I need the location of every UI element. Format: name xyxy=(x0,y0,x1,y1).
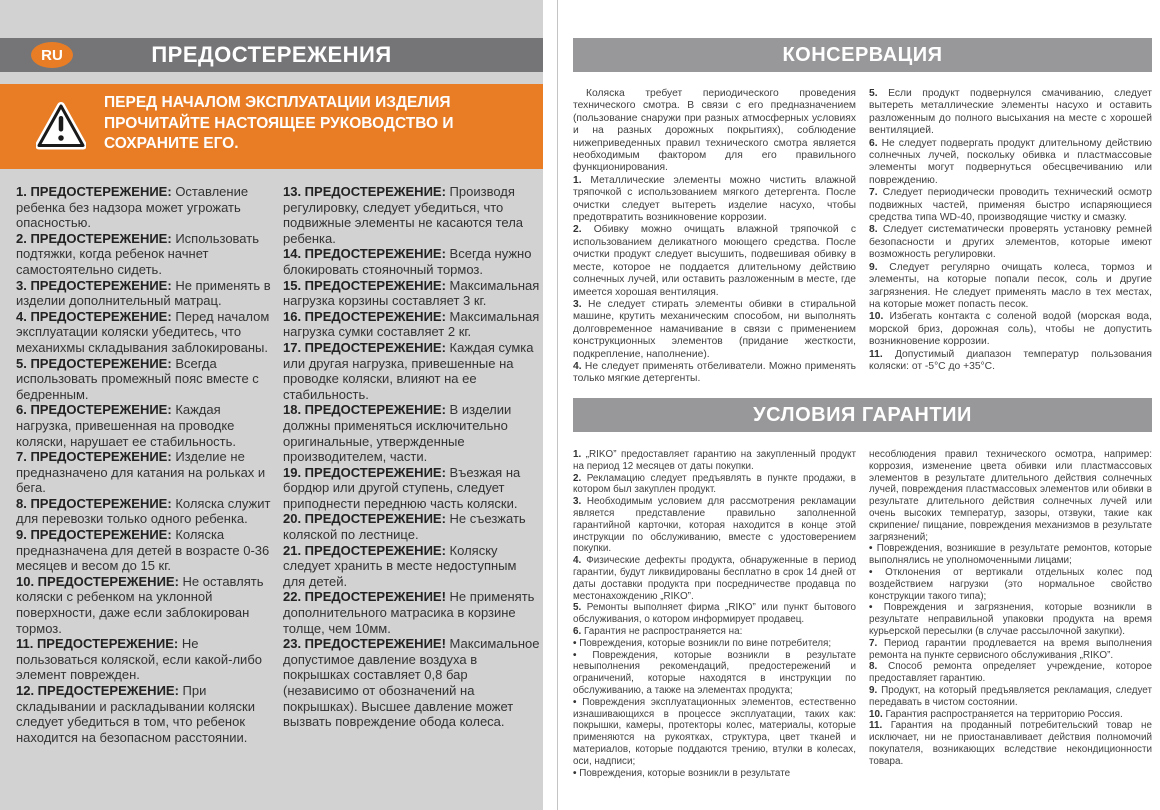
warranty-item xyxy=(869,567,1152,602)
item-number: 4. xyxy=(573,555,582,567)
warnings-page xyxy=(0,0,543,810)
warning-label: 23. ПРЕДОСТЕРЕЖЕНИЕ! xyxy=(283,636,446,652)
warning-label: 18. ПРЕДОСТЕРЕЖЕНИЕ: xyxy=(283,402,446,418)
item-text: Ремонты выполняет фирма „RIKO” или пункт бытового обслуживания, о котором информирует продавец. xyxy=(573,602,856,626)
warning-triangle-icon xyxy=(36,94,86,158)
item-text: Не следует стирать элементы обивки в стиральной машине, крутить механическим способом, ни выполнять долговременное намачивание в связи с применением конструкционных элементов (придание жесткости, подкрепление, наполнение). xyxy=(573,298,856,360)
item-text: Необходимым условием для рассмотрения рекламации является представление правильно заполненной гарантийной карточки, которая находится в конце этой инструкции по обслуживанию, вместе с удостоверением покупки. xyxy=(573,496,856,555)
warning-text: Каждая нагрузка, привешенная на проводке коляски, нарушает ее стабильность. xyxy=(16,402,237,449)
warning-text: Не пользоваться коляской, если какой-либо элемент поврежден. xyxy=(16,636,262,683)
item-text: Отклонения от вертикали отдельных колес под воздействием нагрузки (это нормальное свойство конструкции такого типа); xyxy=(869,566,1152,602)
warning-item xyxy=(16,356,273,403)
warning-text: Максимальная нагрузка корзины составляет 3 кг. xyxy=(283,277,540,309)
warning-label: 10. ПРЕДОСТЕРЕЖЕНИЕ: xyxy=(16,573,179,589)
item-text: Повреждения, которые возникли по вине потребителя; xyxy=(579,637,832,649)
warning-label: 22. ПРЕДОСТЕРЕЖЕНИЕ! xyxy=(283,589,446,605)
maintenance-items-1 xyxy=(573,175,856,386)
item-number: 10. xyxy=(869,708,883,720)
warnings-list xyxy=(16,184,540,745)
item-number: 2. xyxy=(573,224,582,236)
warning-label: 13. ПРЕДОСТЕРЕЖЕНИЕ: xyxy=(283,184,446,199)
item-text: несоблюдения правил технического осмотра, например: коррозия, изменение цвета обивки или пластмассовых элементов в результате длительного действия солнечных лучей, повреждения пластмассовых элементов или обивки в результате длительного действия солнечных лучей или очень высоких температур, зазоры, отзвуки, такие как скрипение/ пищание, повреждения механизмов в результате загрязнений; xyxy=(869,449,1152,543)
item-text: Повреждения, которые возникли в результате xyxy=(579,767,791,779)
warning-text: Максимальное допустимое давление воздуха в покрышках составляет 0,8 бар (независимо от обозначений на покрышках). Высшее давление может вызвать повреждение обода колеса. xyxy=(283,636,540,730)
item-number: 8. xyxy=(869,224,878,236)
warning-text: Перед началом эксплуатации коляски убедитесь, что механихмы складывания заблокированы. xyxy=(16,308,270,355)
item-number: 9. xyxy=(869,261,878,273)
item-text: Металлические элементы можно чистить влажной тряпочкой с использованием мягкого детергента. После очистки следует вытереть изделие насухо, чтобы предотвратить возникновение коррозии. xyxy=(573,174,856,224)
warranty-column-2 xyxy=(869,449,1152,779)
item-number: 6. xyxy=(869,137,878,149)
warranty-item xyxy=(573,626,856,638)
item-text: Не следует применять отбеливатели. Можно применять только мягкие детергенты. xyxy=(573,360,856,385)
warning-label: 20. ПРЕДОСТЕРЕЖЕНИЕ: xyxy=(283,511,446,527)
warranty-item xyxy=(573,449,856,473)
warning-item xyxy=(16,449,273,496)
maintenance-item xyxy=(869,349,1152,374)
maintenance-item xyxy=(573,224,856,298)
item-text: Продукт, на который предъявляется рекламация, следует передавать в чистом состоянии. xyxy=(869,684,1152,708)
item-number: 3. xyxy=(573,298,582,310)
warranty-item xyxy=(573,768,856,780)
warning-label: 6. ПРЕДОСТЕРЕЖЕНИЕ: xyxy=(16,402,172,418)
warnings-header xyxy=(0,38,543,72)
warranty-item xyxy=(869,720,1152,767)
warranty-item xyxy=(573,638,856,650)
warning-item xyxy=(16,278,273,309)
warning-text: Коляску следует хранить в месте недоступным для детей. xyxy=(283,542,517,589)
item-number: 9. xyxy=(869,684,878,696)
warnings-column-2 xyxy=(283,184,540,745)
warranty-item xyxy=(869,602,1152,637)
warning-item xyxy=(16,496,273,527)
warning-item xyxy=(16,636,273,683)
item-number: • xyxy=(869,543,873,555)
warranty-column-1 xyxy=(573,449,856,779)
maintenance-column-2 xyxy=(869,88,1152,386)
maintenance-intro: Коляска требует периодического проведения технического смотра. В связи с его предназначением (пользование снаружи при разных атмосферных условиях и на разных дорожных покрытиях), соблюдение нижеприведенных правил технического смотра является необходимым фактором для его правильного функционирования. xyxy=(573,88,856,174)
maintenance-item xyxy=(869,187,1152,224)
warning-label: 14. ПРЕДОСТЕРЕЖЕНИЕ: xyxy=(283,246,446,262)
item-number: 5. xyxy=(869,88,878,99)
warranty-item xyxy=(869,685,1152,709)
item-number: 1. xyxy=(573,449,582,460)
warning-text: Не оставлять коляски с ребенком на уклонной поверхности, даже если заблокирован тормоз. xyxy=(16,573,264,636)
warning-label: 12. ПРЕДОСТЕРЕЖЕНИЕ: xyxy=(16,683,179,698)
warning-label: 17. ПРЕДОСТЕРЕЖЕНИЕ: xyxy=(283,339,446,355)
item-number: 7. xyxy=(869,187,878,199)
maintenance-item xyxy=(869,224,1152,261)
warning-item xyxy=(16,527,273,574)
item-number: • xyxy=(573,767,577,779)
warning-item xyxy=(16,231,273,278)
item-number: 10. xyxy=(869,311,884,323)
maintenance-text xyxy=(573,88,1152,386)
warranty-item xyxy=(573,697,856,768)
warning-label: 11. ПРЕДОСТЕРЕЖЕНИЕ: xyxy=(16,636,179,652)
item-text: Способ ремонта определяет учреждение, которое предоставляет гарантию. xyxy=(869,661,1152,685)
warning-item xyxy=(283,340,540,402)
item-number: • xyxy=(869,602,873,614)
warning-label: 4. ПРЕДОСТЕРЕЖЕНИЕ: xyxy=(16,308,172,324)
item-text: Следует периодически проводить технический осмотр подвижных частей, применяя быстро испаряющиеся средства типа WD-40, производящие чистку и смазку. xyxy=(869,187,1152,224)
warning-text: Всегда нужно блокировать стояночный тормоз. xyxy=(283,246,532,277)
warranty-item xyxy=(869,638,1152,662)
warning-label: 5. ПРЕДОСТЕРЕЖЕНИЕ: xyxy=(16,355,172,371)
warning-label: 8. ПРЕДОСТЕРЕЖЕНИЕ: xyxy=(16,495,172,511)
item-text: Повреждения, которые возникли в результате невыполнения рекомендаций, предостережений и ограничений, которые находятся в инструкции по обслуживанию, а также на элементах продукта; xyxy=(573,649,856,696)
warning-item xyxy=(283,636,540,730)
item-number: 8. xyxy=(869,661,878,673)
warning-item xyxy=(283,278,540,309)
warranty-item xyxy=(573,602,856,626)
item-text: Повреждения эксплуатационных элементов, естественно изнашивающихся в процессе эксплуатации, таких как: покрышки, камеры, протекторы колес, материалы, которые применяются на рукоятках, структура, цвет тканей и материалов, которые поддаются трению, втулки в колесах, оси, надписи; xyxy=(573,696,856,767)
item-number: 4. xyxy=(573,360,582,372)
warning-item xyxy=(283,465,540,512)
item-number: • xyxy=(573,696,577,708)
warning-label: 2. ПРЕДОСТЕРЕЖЕНИЕ: xyxy=(16,230,172,246)
item-text: Гарантия на проданный потребительский товар не исключает, ни не приостанавливает действия полномочий покупателя, возникающих вследствие некондиционности товара. xyxy=(869,720,1153,767)
item-text: Следует систематически проверять установку ремней безопасности и других элементов, которые имеют возможность регулировки. xyxy=(869,224,1152,261)
item-number: 2. xyxy=(573,472,582,484)
warnings-title: ПРЕДОСТЕРЕЖЕНИЯ xyxy=(151,42,392,67)
warning-label: 3. ПРЕДОСТЕРЕЖЕНИЕ: xyxy=(16,277,172,293)
maintenance-item xyxy=(869,311,1152,348)
item-number: • xyxy=(573,637,577,649)
warning-text: Оставление ребенка без надзора может угрожать опасностью. xyxy=(16,184,249,231)
warning-label: 1. ПРЕДОСТЕРЕЖЕНИЕ: xyxy=(16,184,172,199)
maintenance-item xyxy=(573,175,856,225)
maintenance-item xyxy=(573,299,856,361)
item-number: 6. xyxy=(573,625,582,637)
warning-text: Не съезжать коляской по лестнице. xyxy=(283,511,526,543)
item-number: 11. xyxy=(869,720,883,732)
warranty-header xyxy=(573,398,1152,432)
warning-text: Не применять в изделии дополнительный матрац. xyxy=(16,277,271,309)
warning-item xyxy=(16,683,273,745)
item-text: Гарантия распространяется на территорию Россия. xyxy=(885,708,1123,720)
maintenance-item xyxy=(869,262,1152,312)
item-text: Повреждения и загрязнения, которые возникли в результате неправильной упаковки продукта на время курьерской пересылки (в случае рассылочной закупки). xyxy=(869,602,1152,637)
warning-text: Всегда использовать промежный пояс вместе с бедренным. xyxy=(16,355,259,402)
warning-item xyxy=(16,574,273,636)
item-number: 3. xyxy=(573,496,582,508)
item-text: Обивку можно очищать влажной тряпочкой с использованием деликатного моющего средства. После очистки продукт следует высушить, подвешивая обивку в месте, которое не поддается длительному действию солнечных лучей, или оставить разложенным в месте, где имеется хорошая вентиляция. xyxy=(573,224,856,298)
warning-text: Коляска предназначена для детей в возрасте 0-36 месяцев и весом до 15 кг. xyxy=(16,527,270,574)
warning-label: 21. ПРЕДОСТЕРЕЖЕНИЕ: xyxy=(283,542,446,558)
warning-text: Производя регулировку, следует убедиться, что подвижные элементы не касаются тела ребенка. xyxy=(283,184,524,246)
item-number: 7. xyxy=(869,637,878,649)
warranty-item xyxy=(869,709,1152,721)
safety-notice xyxy=(0,84,543,169)
warning-item xyxy=(283,543,540,590)
warning-item xyxy=(283,309,540,340)
warning-item xyxy=(283,184,540,246)
warning-text: При складывании и раскладывании коляски следует убедиться в том, что ребенок находится на безопасном расстоянии. xyxy=(16,683,255,745)
warning-label: 7. ПРЕДОСТЕРЕЖЕНИЕ: xyxy=(16,449,172,465)
warranty-title: УСЛОВИЯ ГАРАНТИИ xyxy=(753,403,972,426)
warranty-text xyxy=(573,449,1152,779)
warning-label: 15. ПРЕДОСТЕРЕЖЕНИЕ: xyxy=(283,277,446,293)
warning-text: Максимальная нагрузка сумки составляет 2 кг. xyxy=(283,308,540,340)
warranty-item xyxy=(869,661,1152,685)
item-text: Допустимый диапазон температур пользования коляски: от -5°C до +35°C. xyxy=(869,348,1152,372)
warning-text: Каждая сумка или другая нагрузка, привешенные на проводке коляски, влияют на ее стабильность. xyxy=(283,339,534,402)
warranty-item xyxy=(573,650,856,697)
warning-text: Изделие не предназначено для катания на рольках и бега. xyxy=(16,449,266,496)
warning-item xyxy=(16,402,273,449)
maintenance-column-1 xyxy=(573,88,856,386)
warning-text: Не применять дополнительного матрасика в корзине толще, чем 10мм. xyxy=(283,589,535,636)
item-text: Физические дефекты продукта, обнаруженные в период гарантии, будут ликвидированы бесплатно в срок 14 дней от даты доставки продукта при посредничестве продавца по местонахождению „RIKO”. xyxy=(573,555,856,602)
warning-label: 16. ПРЕДОСТЕРЕЖЕНИЕ: xyxy=(283,308,446,324)
warning-item xyxy=(16,184,273,231)
warning-text: Коляска служит для перевозки только одного ребенка. xyxy=(16,495,271,527)
maintenance-item xyxy=(573,361,856,386)
warning-item xyxy=(16,309,273,356)
warranty-item xyxy=(573,496,856,555)
warranty-item xyxy=(869,449,1152,543)
item-text: Не следует подвергать продукт длительному действию солнечных лучей, поскольку обивка и пластмассовые элементы могут подвернуться обесцвечиванию или повреждению. xyxy=(869,137,1152,186)
maintenance-item xyxy=(869,138,1152,188)
warranty-item xyxy=(869,543,1152,567)
warning-item xyxy=(283,589,540,636)
item-text: Рекламацию следует предъявлять в пункте продажи, в котором был закуплен продукт. xyxy=(573,472,856,496)
warning-item xyxy=(283,511,540,542)
item-text: Следует регулярно очищать колеса, тормоз и элементы, на которые попали песок, соль и другие загрязнения. Не следует применять масло в тех местах, на которые может попасть песок. xyxy=(869,261,1152,310)
warning-item xyxy=(283,246,540,277)
warning-text: Въезжая на бордюр или другой ступень, следует приподнести переднюю часть коляски. xyxy=(283,464,521,511)
item-text: Повреждения, возникшие в результате ремонтов, которые выполнялись не уполномоченными лицами; xyxy=(869,543,1152,567)
item-number: 5. xyxy=(573,602,582,614)
item-text: Период гарантии продлевается на время выполнения ремонта на пункте сервисного обслуживания „RIKO”. xyxy=(869,637,1152,661)
warning-label: 19. ПРЕДОСТЕРЕЖЕНИЕ: xyxy=(283,464,446,480)
item-text: Если продукт подвернулся смачиванию, следует вытереть металлические элементы насухо и оставить разложенным до полного высыхания на месте с хорошей вентиляцией. xyxy=(869,88,1152,137)
warning-text: В изделии должны применяться исключительно оригинальные, утвержденные производителем, части. xyxy=(283,402,512,465)
item-text: „RIKO” предоставляет гарантию на закупленный продукт на период 12 месяцев от даты покупки. xyxy=(573,449,856,472)
item-text: Гарантия не распространяется на: xyxy=(584,625,743,637)
warning-item xyxy=(283,402,540,464)
item-number: • xyxy=(573,649,577,661)
language-badge: RU xyxy=(31,42,73,68)
page-divider xyxy=(557,0,558,810)
item-number: • xyxy=(869,566,873,578)
warranty-item xyxy=(573,473,856,497)
care-warranty-page xyxy=(573,0,1152,810)
warnings-column-1 xyxy=(16,184,273,745)
safety-notice-text: ПЕРЕД НАЧАЛОМ ЭКСПЛУАТАЦИИ ИЗДЕЛИЯ ПРОЧИТАЙТЕ НАСТОЯЩЕЕ РУКОВОДСТВО И СОХРАНИТЕ ЕГО. xyxy=(104,94,454,152)
maintenance-header xyxy=(573,38,1152,72)
maintenance-item xyxy=(869,88,1152,138)
warranty-item xyxy=(573,555,856,602)
item-text: Избегать контакта с соленой водой (морская вода, морской бриз, дорожная соль), чтобы не допустить возникновение коррозии. xyxy=(869,311,1152,348)
item-number: 1. xyxy=(573,174,582,186)
warning-label: 9. ПРЕДОСТЕРЕЖЕНИЕ: xyxy=(16,527,172,543)
maintenance-title: КОНСЕРВАЦИЯ xyxy=(782,43,943,66)
warning-text: Использовать подтяжки, когда ребенок начнет самостоятельно сидеть. xyxy=(16,230,259,277)
item-number: 11. xyxy=(869,348,883,360)
